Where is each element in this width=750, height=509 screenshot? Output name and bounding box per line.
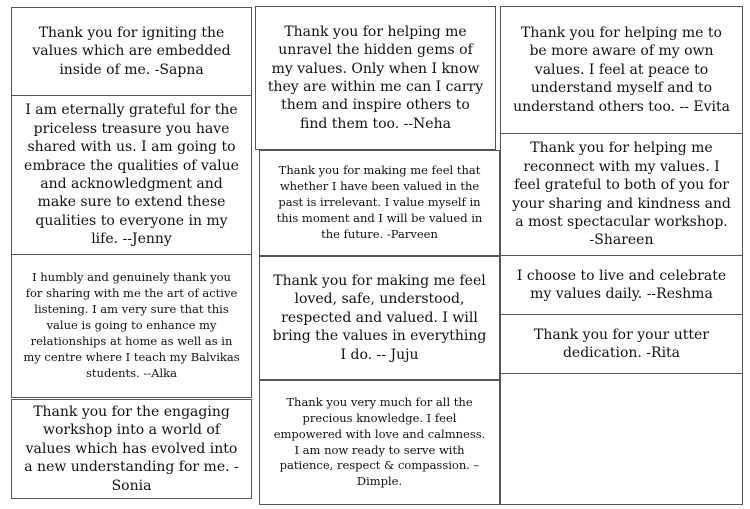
note-card-evita xyxy=(500,6,743,134)
note-text: Thank you for making me feel that whether I have been valued in the past is irrelevant. I value myself in this moment and I will be valued in the future. -Parveen xyxy=(276,163,483,241)
note-card-alka xyxy=(11,254,252,398)
note-text: Thank you for your utter dedication. -Rita xyxy=(534,326,709,361)
note-text: Thank you for the engaging workshop into a world of values which has evolved into a new understanding for me. -Sonia xyxy=(24,403,239,494)
note-text: Thank you for helping me to be more aware of my own values. I feel at peace to understand myself and to understand others too. -- Evita xyxy=(513,24,730,115)
note-text: Thank you for helping me unravel the hidden gems of my values. Only when I know they are within me can I carry them and inspire others to find them too. --Neha xyxy=(267,23,484,132)
note-card-sapna xyxy=(11,7,252,96)
note-text: Thank you for making me feel loved, safe, understood, respected and valued. I will bring the values in everything I do. -- Juju xyxy=(272,272,487,363)
note-card-juju xyxy=(259,256,500,380)
note-card-dimple xyxy=(259,380,500,505)
note-card-rita xyxy=(500,314,743,374)
note-text: I humbly and genuinely thank you for sharing with me the art of active listening. I am very sure that this value is going to enhance my relationships at home as well as in my centre where I teach my Balvikas students. --Alka xyxy=(23,270,240,380)
note-text: Thank you very much for all the precious knowledge. I feel empowered with love and calmness. I am now ready to serve with patience, respect & compassion. – Dimple. xyxy=(273,394,486,489)
note-text: Thank you for igniting the values which are embedded inside of me. -Sapna xyxy=(32,24,231,78)
note-text: I am eternally grateful for the priceless treasure you have shared with us. I am going to embrace the qualities of value and acknowledgment and make sure to extend these qualities to everyone in my life. --Jenny xyxy=(24,102,239,248)
note-card-parveen xyxy=(259,150,500,256)
note-card-neha xyxy=(255,6,496,150)
note-card-shareen xyxy=(500,133,743,256)
note-card-reshma xyxy=(500,255,743,315)
empty-card xyxy=(500,373,743,505)
note-card-jenny xyxy=(11,95,252,255)
note-text: Thank you for helping me reconnect with my values. I feel grateful to both of you for your sharing and kindness and a most spectacular workshop. -Shareen xyxy=(512,140,731,249)
note-card-sonia xyxy=(11,399,252,499)
note-text: I choose to live and celebrate my values daily. --Reshma xyxy=(516,267,727,302)
